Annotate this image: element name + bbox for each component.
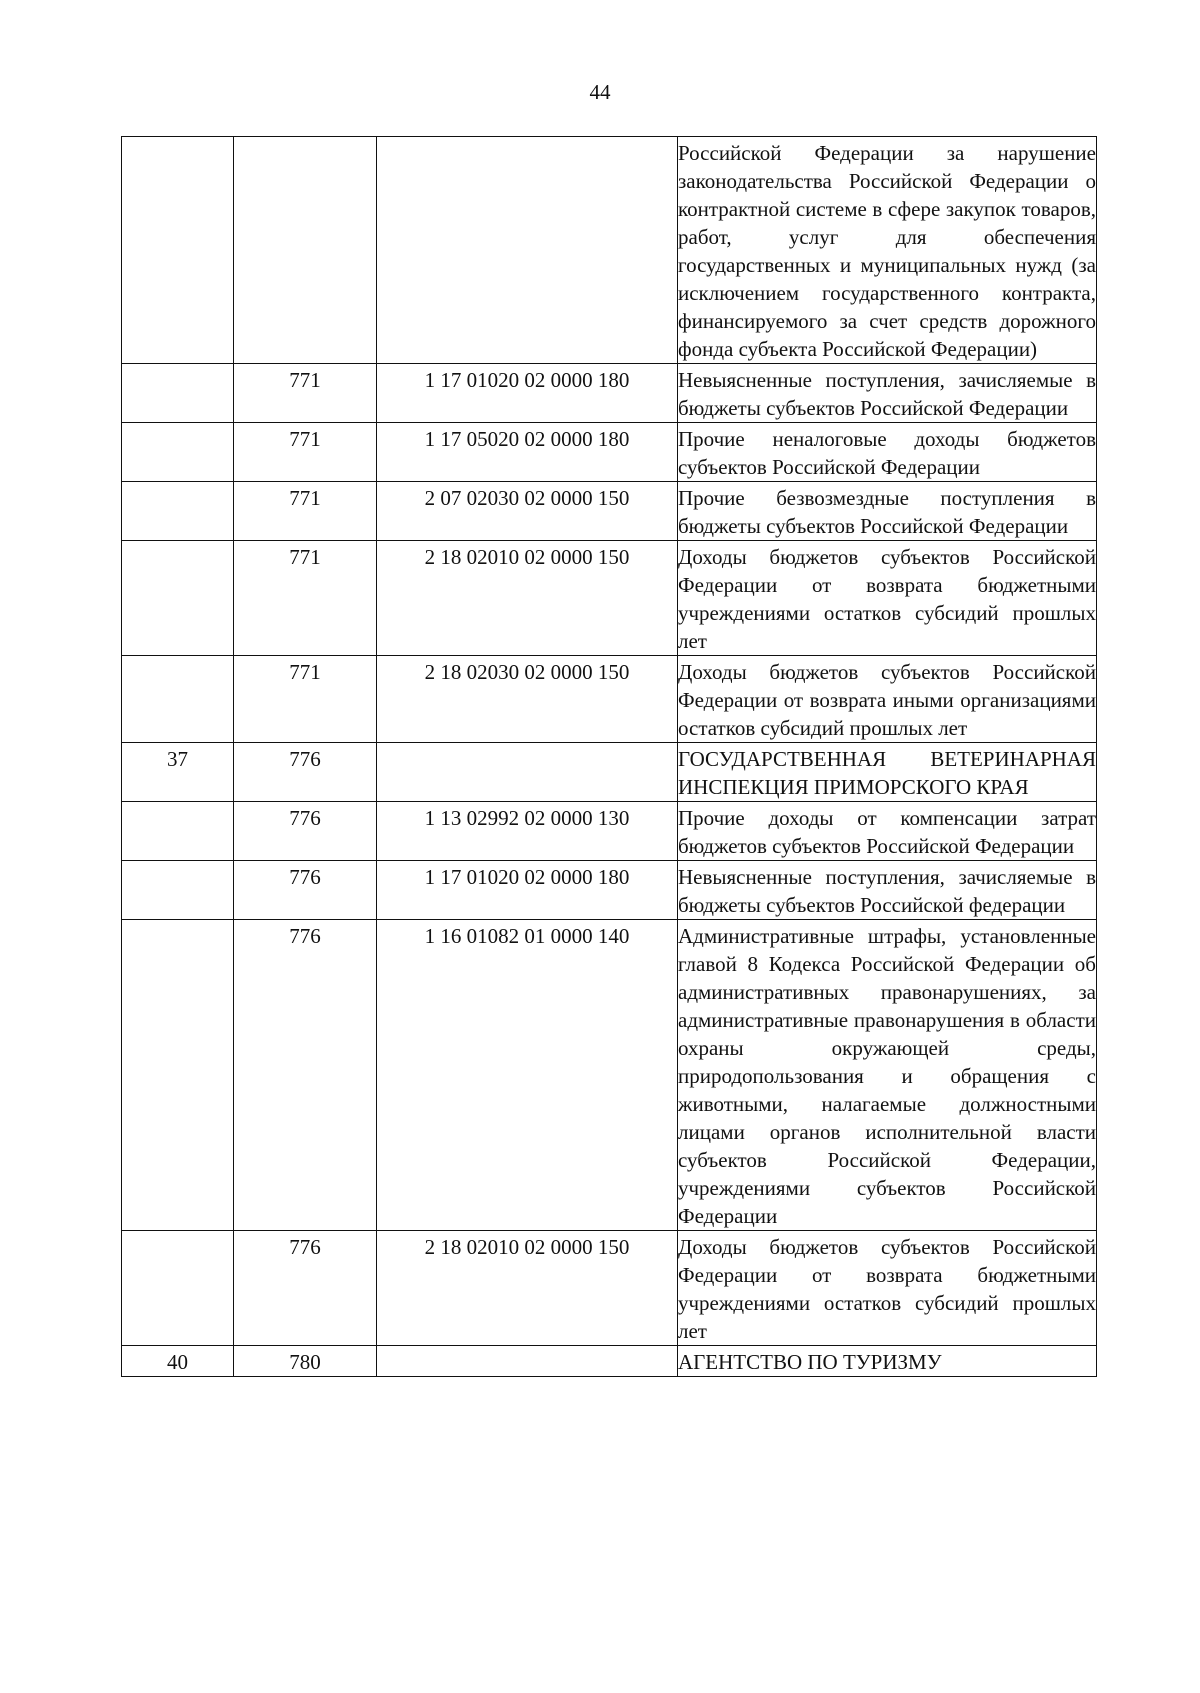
row-number-cell: 37 — [122, 743, 234, 802]
revenue-code-cell: 1 17 05020 02 0000 180 — [377, 423, 678, 482]
row-number-cell — [122, 920, 234, 1231]
administrator-code-cell: 776 — [234, 743, 377, 802]
administrator-code-cell: 771 — [234, 482, 377, 541]
administrator-code-cell — [234, 137, 377, 364]
revenue-name-cell: Невыясненные поступления, зачисляемые в бюджеты субъектов Российской федерации — [678, 861, 1097, 920]
revenue-code-cell — [377, 137, 678, 364]
page-number: 44 — [589, 80, 611, 104]
revenue-code-cell: 1 17 01020 02 0000 180 — [377, 861, 678, 920]
table-row — [122, 364, 1097, 423]
administrator-code-cell: 776 — [234, 861, 377, 920]
table-row — [122, 656, 1097, 743]
table-row — [122, 423, 1097, 482]
administrator-code-cell: 780 — [234, 1346, 377, 1377]
revenue-code-cell: 2 18 02030 02 0000 150 — [377, 656, 678, 743]
row-number-cell — [122, 861, 234, 920]
administrator-name-cell: АГЕНТСТВО ПО ТУРИЗМУ — [678, 1346, 1097, 1377]
row-number-cell — [122, 656, 234, 743]
table-row — [122, 541, 1097, 656]
administrator-code-cell: 771 — [234, 364, 377, 423]
administrator-code-cell: 771 — [234, 541, 377, 656]
administrator-code-cell: 776 — [234, 802, 377, 861]
table-row — [122, 920, 1097, 1231]
revenue-name-cell: Прочие безвозмездные поступления в бюджеты субъектов Российской Федерации — [678, 482, 1097, 541]
revenue-name-cell: Прочие доходы от компенсации затрат бюджетов субъектов Российской Федерации — [678, 802, 1097, 861]
row-number-cell — [122, 541, 234, 656]
revenue-name-cell: Прочие неналоговые доходы бюджетов субъектов Российской Федерации — [678, 423, 1097, 482]
row-number-cell — [122, 137, 234, 364]
table-row — [122, 743, 1097, 802]
revenue-code-cell: 2 07 02030 02 0000 150 — [377, 482, 678, 541]
revenue-name-cell: Административные штрафы, установленные главой 8 Кодекса Российской Федерации об административных правонарушениях, за административные правонарушения в области охраны окружающей среды, природопользования и обращения с животными, налагаемые должностными лицами органов исполнительной власти субъектов Российской Федерации, учреждениями субъектов Российской Федерации — [678, 920, 1097, 1231]
table-row — [122, 1231, 1097, 1346]
administrator-code-cell: 776 — [234, 920, 377, 1231]
row-number-cell — [122, 364, 234, 423]
row-number-cell — [122, 802, 234, 861]
row-number-cell: 40 — [122, 1346, 234, 1377]
table-row — [122, 137, 1097, 364]
revenue-name-cell: Невыясненные поступления, зачисляемые в бюджеты субъектов Российской Федерации — [678, 364, 1097, 423]
revenue-code-cell — [377, 743, 678, 802]
table-row — [122, 482, 1097, 541]
row-number-cell — [122, 482, 234, 541]
revenue-code-cell: 2 18 02010 02 0000 150 — [377, 1231, 678, 1346]
administrator-code-cell: 771 — [234, 656, 377, 743]
revenue-code-cell: 1 17 01020 02 0000 180 — [377, 364, 678, 423]
revenue-name-cell: Российской Федерации за нарушение законодательства Российской Федерации о контрактной системе в сфере закупок товаров, работ, услуг для обеспечения государственных и муниципальных нужд (за исключением государственного контракта, финансируемого за счет средств дорожного фонда субъекта Российской Федерации) — [678, 137, 1097, 364]
table-row — [122, 1346, 1097, 1377]
revenue-name-cell: Доходы бюджетов субъектов Российской Федерации от возврата бюджетными учреждениями остатков субсидий прошлых лет — [678, 1231, 1097, 1346]
row-number-cell — [122, 1231, 234, 1346]
revenue-code-cell: 2 18 02010 02 0000 150 — [377, 541, 678, 656]
administrator-code-cell: 776 — [234, 1231, 377, 1346]
administrator-name-cell: ГОСУДАРСТВЕННАЯ ВЕТЕРИНАРНАЯ ИНСПЕКЦИЯ ПРИМОРСКОГО КРАЯ — [678, 743, 1097, 802]
revenue-code-cell — [377, 1346, 678, 1377]
revenue-name-cell: Доходы бюджетов субъектов Российской Федерации от возврата иными организациями остатков субсидий прошлых лет — [678, 656, 1097, 743]
table-row — [122, 802, 1097, 861]
table-row — [122, 861, 1097, 920]
revenue-code-cell: 1 13 02992 02 0000 130 — [377, 802, 678, 861]
row-number-cell — [122, 423, 234, 482]
revenue-name-cell: Доходы бюджетов субъектов Российской Федерации от возврата бюджетными учреждениями остатков субсидий прошлых лет — [678, 541, 1097, 656]
revenue-code-cell: 1 16 01082 01 0000 140 — [377, 920, 678, 1231]
revenue-administrators-table — [121, 136, 1097, 1377]
administrator-code-cell: 771 — [234, 423, 377, 482]
